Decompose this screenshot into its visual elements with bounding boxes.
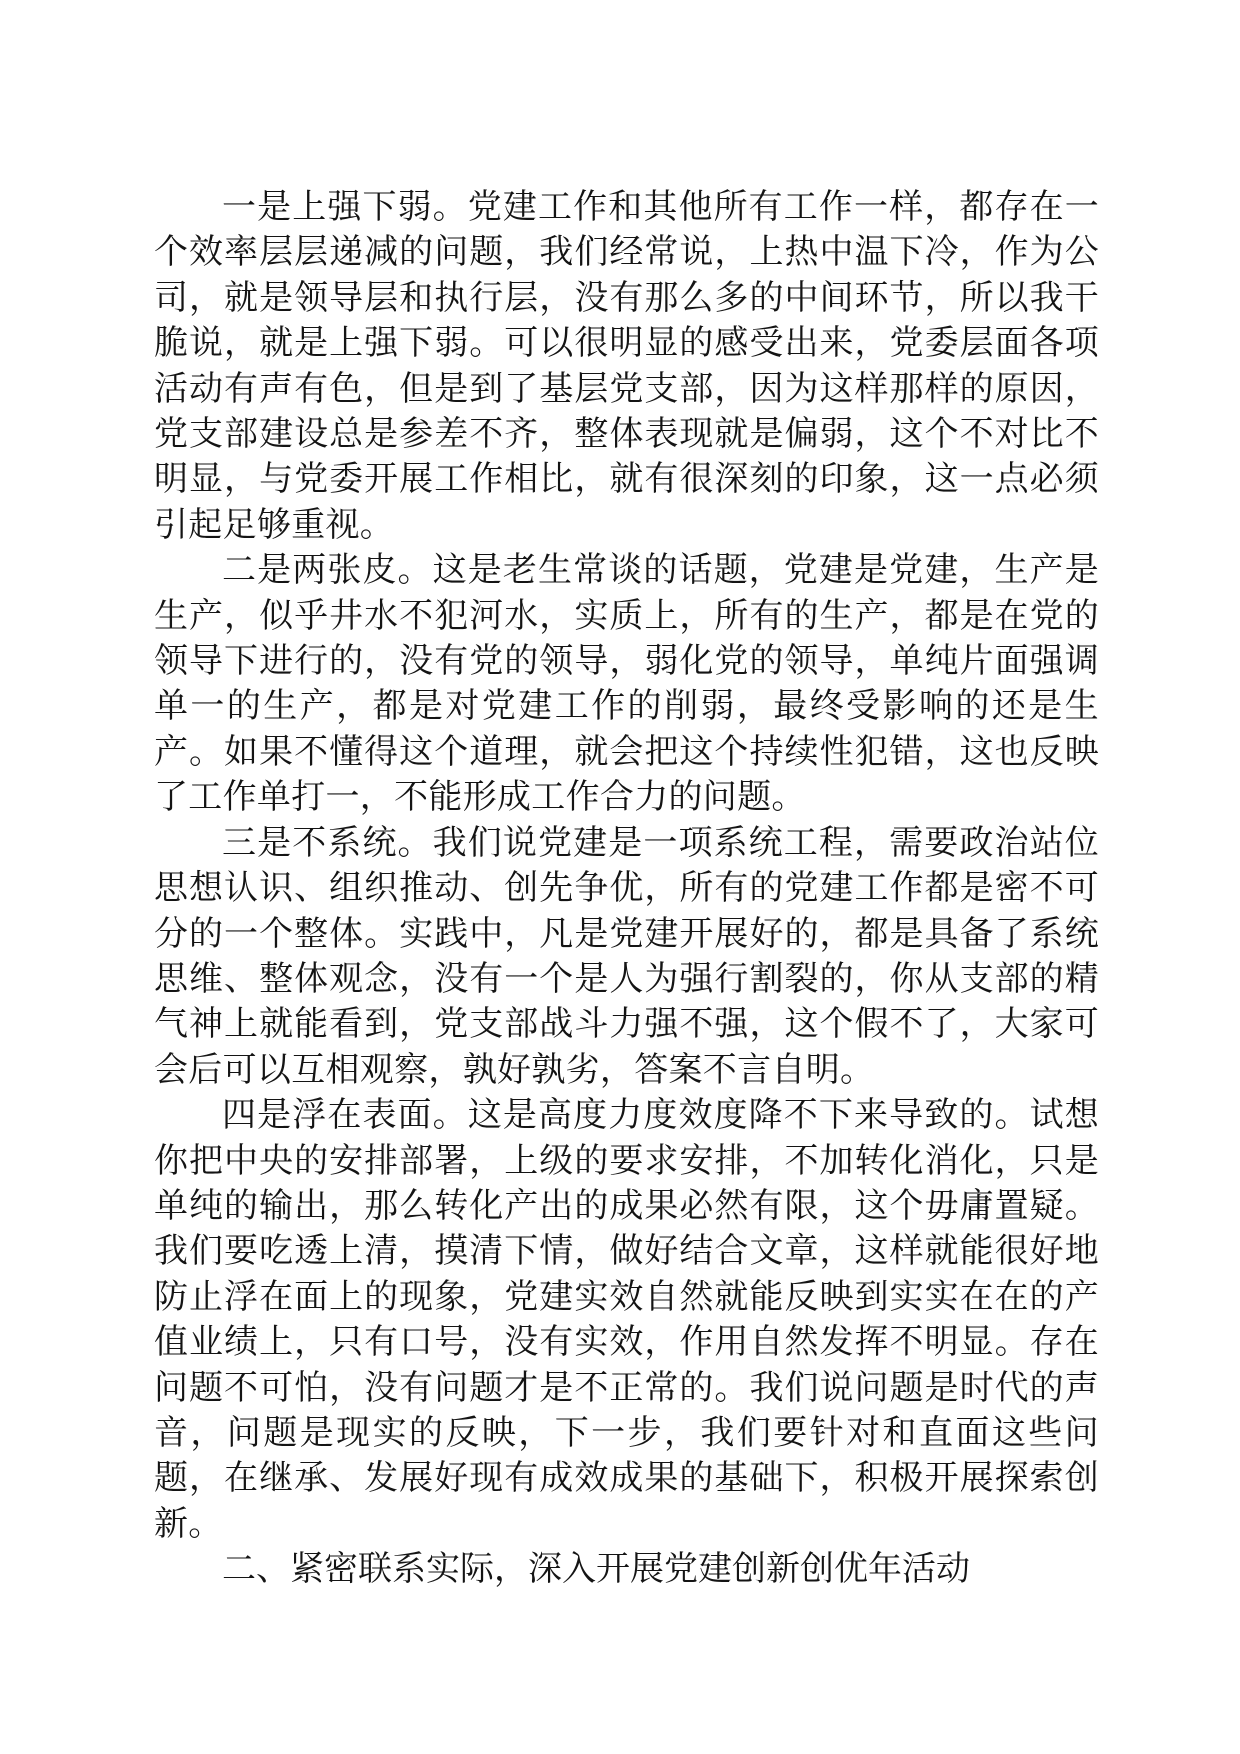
section-heading: 二、紧密联系实际，深入开展党建创新创优年活动 xyxy=(222,1549,970,1590)
document-page xyxy=(154,185,1099,1593)
paragraph-upper-strong-lower-weak: 一是上强下弱。党建工作和其他所有工作一样，都存在一个效率层层递减的问题，我们经常说，上热中温下冷，作为公司，就是领导层和执行层，没有那么多的中间环节，所以我干脆说，就是上强下弱。可以很明显的感受出来，党委层面各项活动有声有色，但是到了基层党支部，因为这样那样的原因，党支部建设总是参差不齐，整体表现就是偏弱，这个不对比不明显，与党委开展工作相比，就有很深刻的印象，这一点必须引起足够重视。 xyxy=(154,187,1099,545)
paragraph-floating-on-surface: 四是浮在表面。这是高度力度效度降不下来导致的。试想你把中央的安排部署，上级的要求安排，不加转化消化，只是单纯的输出，那么转化产出的成果必然有限，这个毋庸置疑。我们要吃透上清，摸清下情，做好结合文章，这样就能很好地防止浮在面上的现象，党建实效自然就能反映到实实在在的产值业绩上，只有口号，没有实效，作用自然发挥不明显。存在问题不可怕，没有问题才是不正常的。我们说问题是时代的声音，问题是现实的反映，下一步，我们要针对和直面这些问题，在继承、发展好现有成效成果的基础下，积极开展探索创新。 xyxy=(154,1095,1099,1544)
paragraph-not-systematic: 三是不系统。我们说党建是一项系统工程，需要政治站位思想认识、组织推动、创先争优，所有的党建工作都是密不可分的一个整体。实践中，凡是党建开展好的，都是具备了系统思维、整体观念，没有一个是人为强行割裂的，你从支部的精气神上就能看到，党支部战斗力强不强，这个假不了，大家可会后可以互相观察，孰好孰劣，答案不言自明。 xyxy=(154,822,1099,1090)
paragraph-two-skins: 二是两张皮。这是老生常谈的话题，党建是党建，生产是生产，似乎井水不犯河水，实质上，所有的生产，都是在党的领导下进行的，没有党的领导，弱化党的领导，单纯片面强调单一的生产，都是对党建工作的削弱，最终受影响的还是生产。如果不懂得这个道理，就会把这个持续性犯错，这也反映了工作单打一，不能形成工作合力的问题。 xyxy=(154,550,1099,818)
